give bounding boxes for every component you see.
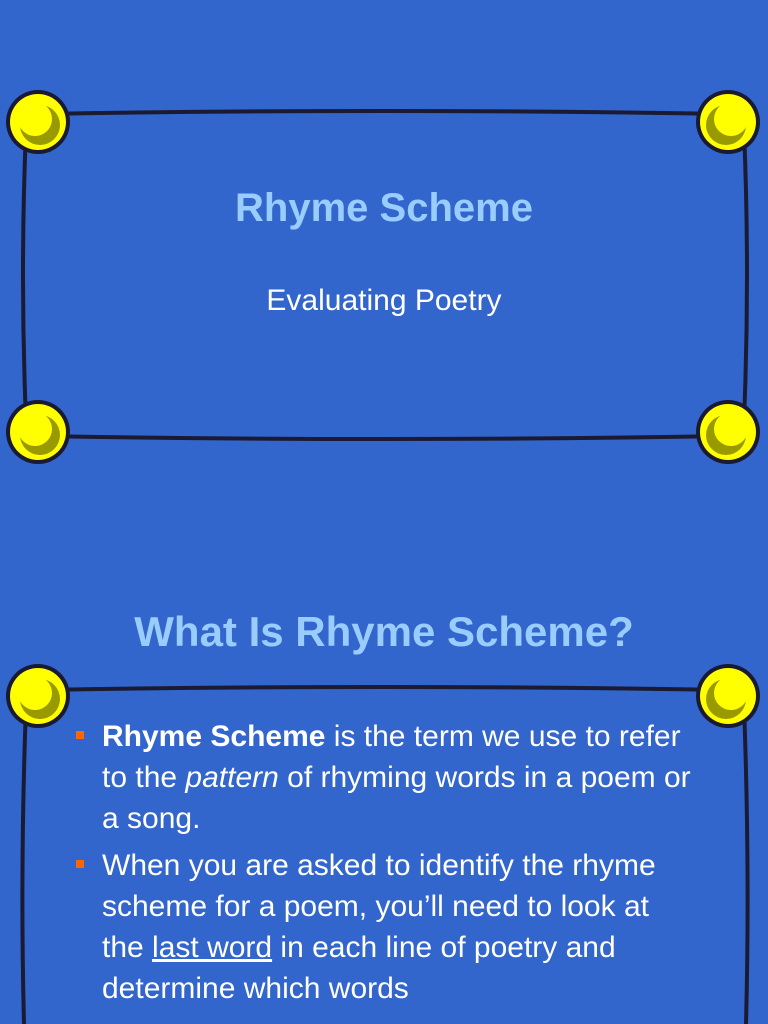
term-underline: last word: [152, 931, 273, 964]
frame-top-edge: [40, 111, 726, 114]
term-bold: Rhyme Scheme: [102, 720, 326, 753]
ring-icon: [696, 400, 760, 464]
bullet-text: of rhyming words in a poem or a song.: [102, 761, 691, 835]
square-bullet-icon: [76, 860, 84, 868]
bullet-item: [74, 845, 694, 1009]
bullet-text: When you are asked to identify the rhyme scheme for a poem, you’ll need to look at the: [102, 849, 656, 964]
ring-icon: [6, 664, 70, 728]
term-italic: pattern: [185, 761, 279, 794]
slide1-frame: [23, 111, 747, 439]
frame-left-edge: [22, 706, 26, 1024]
frame-left-edge: [23, 130, 26, 420]
bullet-item: [74, 716, 694, 839]
frame-right-edge: [744, 130, 747, 420]
ring-icon: [696, 664, 760, 728]
slide1-title: Rhyme Scheme: [235, 186, 533, 230]
ring-icon: [6, 90, 70, 154]
ring-icon: [696, 90, 760, 154]
square-bullet-icon: [76, 731, 84, 739]
ring-icon: [6, 400, 70, 464]
slide2-title: What Is Rhyme Scheme?: [134, 608, 634, 655]
bullet-list: [74, 716, 694, 1015]
frame-bottom-edge: [40, 436, 726, 439]
slide1-subtitle: Evaluating Poetry: [266, 284, 502, 317]
bullet-text: is the term we use to refer to the: [102, 720, 681, 794]
bullet-text: in each line of poetry and determine which words: [102, 931, 616, 1005]
frame-right-edge: [744, 706, 748, 1024]
frame-top-edge: [40, 687, 726, 690]
